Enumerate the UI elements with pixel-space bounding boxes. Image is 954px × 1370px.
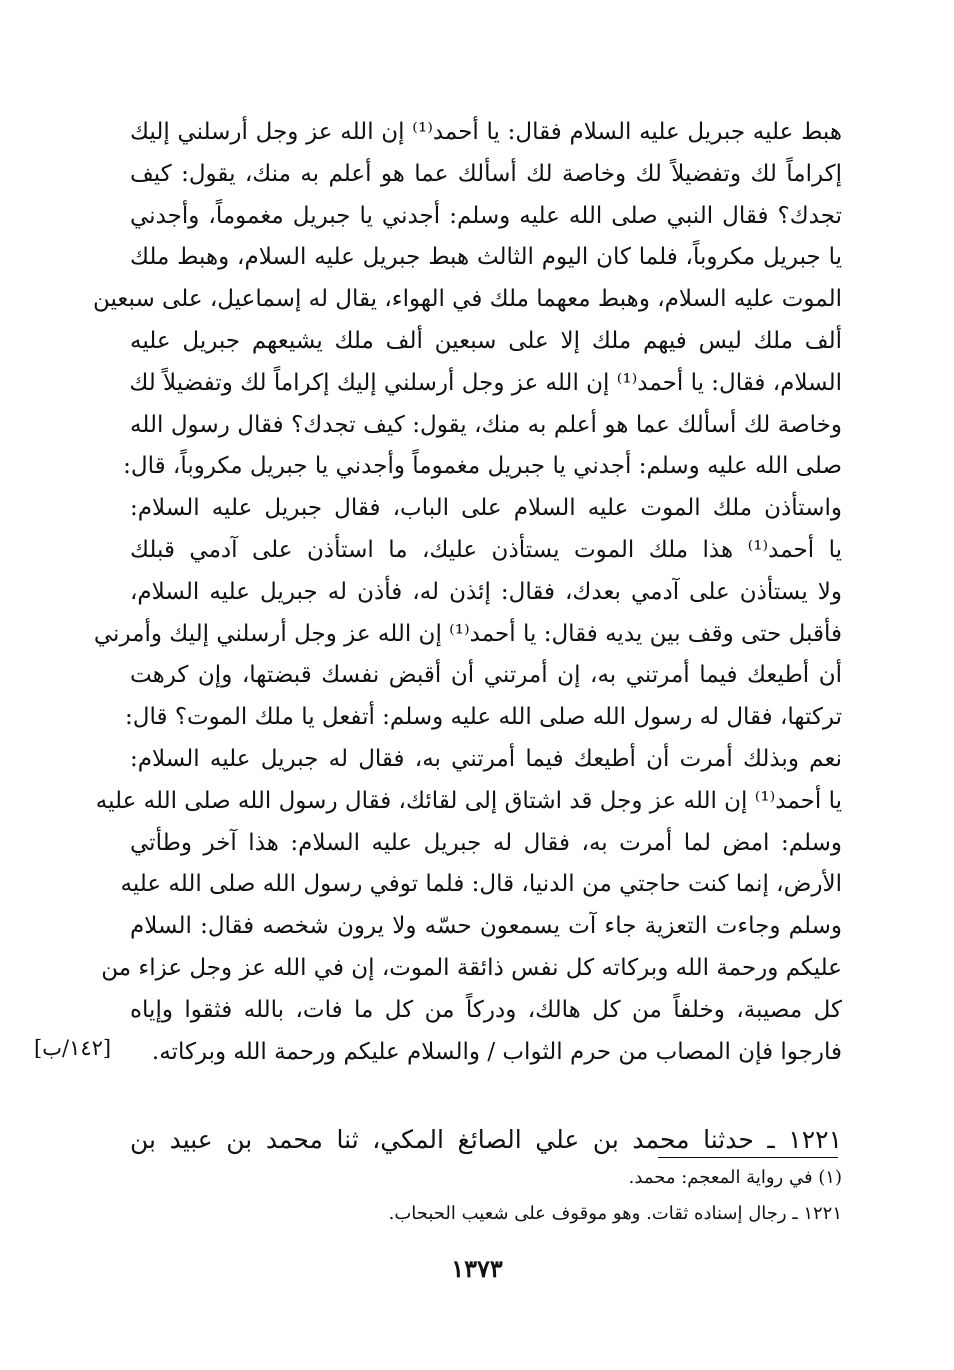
text-line: أن أطيعك فيما أمرتني به، إن أمرتني أن أقبض نفسك قبضتها، وإن كرهت [130, 662, 842, 689]
text-line: وخاصة لك أسألك عما هو أعلم به منك، يقول: كيف تجدك؟ فقال رسول الله [130, 411, 842, 438]
text-line: وسلم وجاءت التعزية جاء آت يسمعون حسّه ولا يرون شخصه فقال: السلام [130, 913, 842, 940]
text-line: تجدك؟ فقال النبي صلى الله عليه وسلم: أجدني يا جبريل مغموماً، وأجدني [130, 202, 842, 229]
footnote-separator [658, 1157, 838, 1158]
text-line: هبط عليه جبريل عليه السلام فقال: يا أحمد⁽¹⁾ إن الله عز وجل أرسلني إليك [130, 119, 843, 145]
text-line: إكراماً لك وتفضيلاً لك وخاصة لك أسألك عما هو أعلم به منك، يقول: كيف [130, 160, 842, 187]
text-line: صلى الله عليه وسلم: أجدني يا جبريل مغموماً وأجدني يا جبريل مكروباً، قال: [123, 453, 842, 480]
text-line: فارجوا فإن المصاب من حرم الثواب / والسلام عليكم ورحمة الله وبركاته. [151, 1038, 842, 1065]
text-line: يا أحمد⁽¹⁾ هذا ملك الموت يستأذن عليك، ما استأذن على آدمي قبلك [130, 536, 842, 563]
text-line: ألف ملك ليس فيهم ملك إلا على سبعين ألف ملك يشيعهم جبريل عليه [130, 327, 842, 354]
text-line: الأرض، إنما كنت حاجتي من الدنيا، قال: فلما توفي رسول الله صلى الله عليه [120, 871, 842, 898]
text-line: كل مصيبة، وخلفاً من كل هالك، ودركاً من كل ما فات، بالله فثقوا وإياه [130, 996, 842, 1023]
page-number: ١٣٧٣ [451, 1254, 503, 1283]
hadith-heading-line: ١٢٢١ ـ حدثنا محمد بن علي الصائغ المكي، ثنا محمد بن عبيد بن [130, 1125, 842, 1154]
text-line: واستأذن ملك الموت عليه السلام على الباب، فقال جبريل عليه السلام: [130, 495, 842, 522]
text-line: عليكم ورحمة الله وبركاته كل نفس ذائقة الموت، إن في الله عز وجل عزاء من [101, 954, 842, 981]
text-line: ولا يستأذن على آدمي بعدك، فقال: إئذن له، فأذن له جبريل عليه السلام، [130, 578, 842, 605]
text-line: يا أحمد⁽¹⁾ إن الله عز وجل قد اشتاق إلى لقائك، فقال رسول الله صلى الله عليه [95, 787, 842, 814]
text-line: السلام، فقال: يا أحمد⁽¹⁾ إن الله عز وجل أرسلني إليك إكراماً لك وتفضيلاً لك [129, 369, 842, 396]
text-line: فأقبل حتى وقف بين يديه فقال: يا أحمد⁽¹⁾ إن الله عز وجل أرسلني إليك وأمرني [93, 620, 842, 647]
footnote-1: (١) في رواية المعجم: محمد. [628, 1167, 842, 1188]
text-line: يا جبريل مكروباً، فلما كان اليوم الثالث هبط جبريل عليه السلام، وهبط ملك [130, 244, 842, 271]
text-line: وسلم: امض لما أمرت به، فقال له جبريل عليه السلام: هذا آخر وطأتي [130, 829, 842, 856]
text-line: الموت عليه السلام، وهبط معهما ملك في الهواء، يقال له إسماعيل، على سبعين [92, 286, 842, 313]
main-text-block [92, 112, 843, 1073]
footnote-2: ١٢٢١ ـ رجال إسناده ثقات. وهو موقوف على شعيب الحبحاب. [388, 1203, 842, 1224]
footnotes [130, 1160, 842, 1232]
manuscript-folio-reference: [١٤٢/ب] [34, 1036, 112, 1060]
text-line: نعم وبذلك أمرت أن أطيعك فيما أمرتني به، فقال له جبريل عليه السلام: [130, 745, 842, 772]
text-line: تركتها، فقال له رسول الله صلى الله عليه وسلم: أتفعل يا ملك الموت؟ قال: [125, 704, 842, 731]
